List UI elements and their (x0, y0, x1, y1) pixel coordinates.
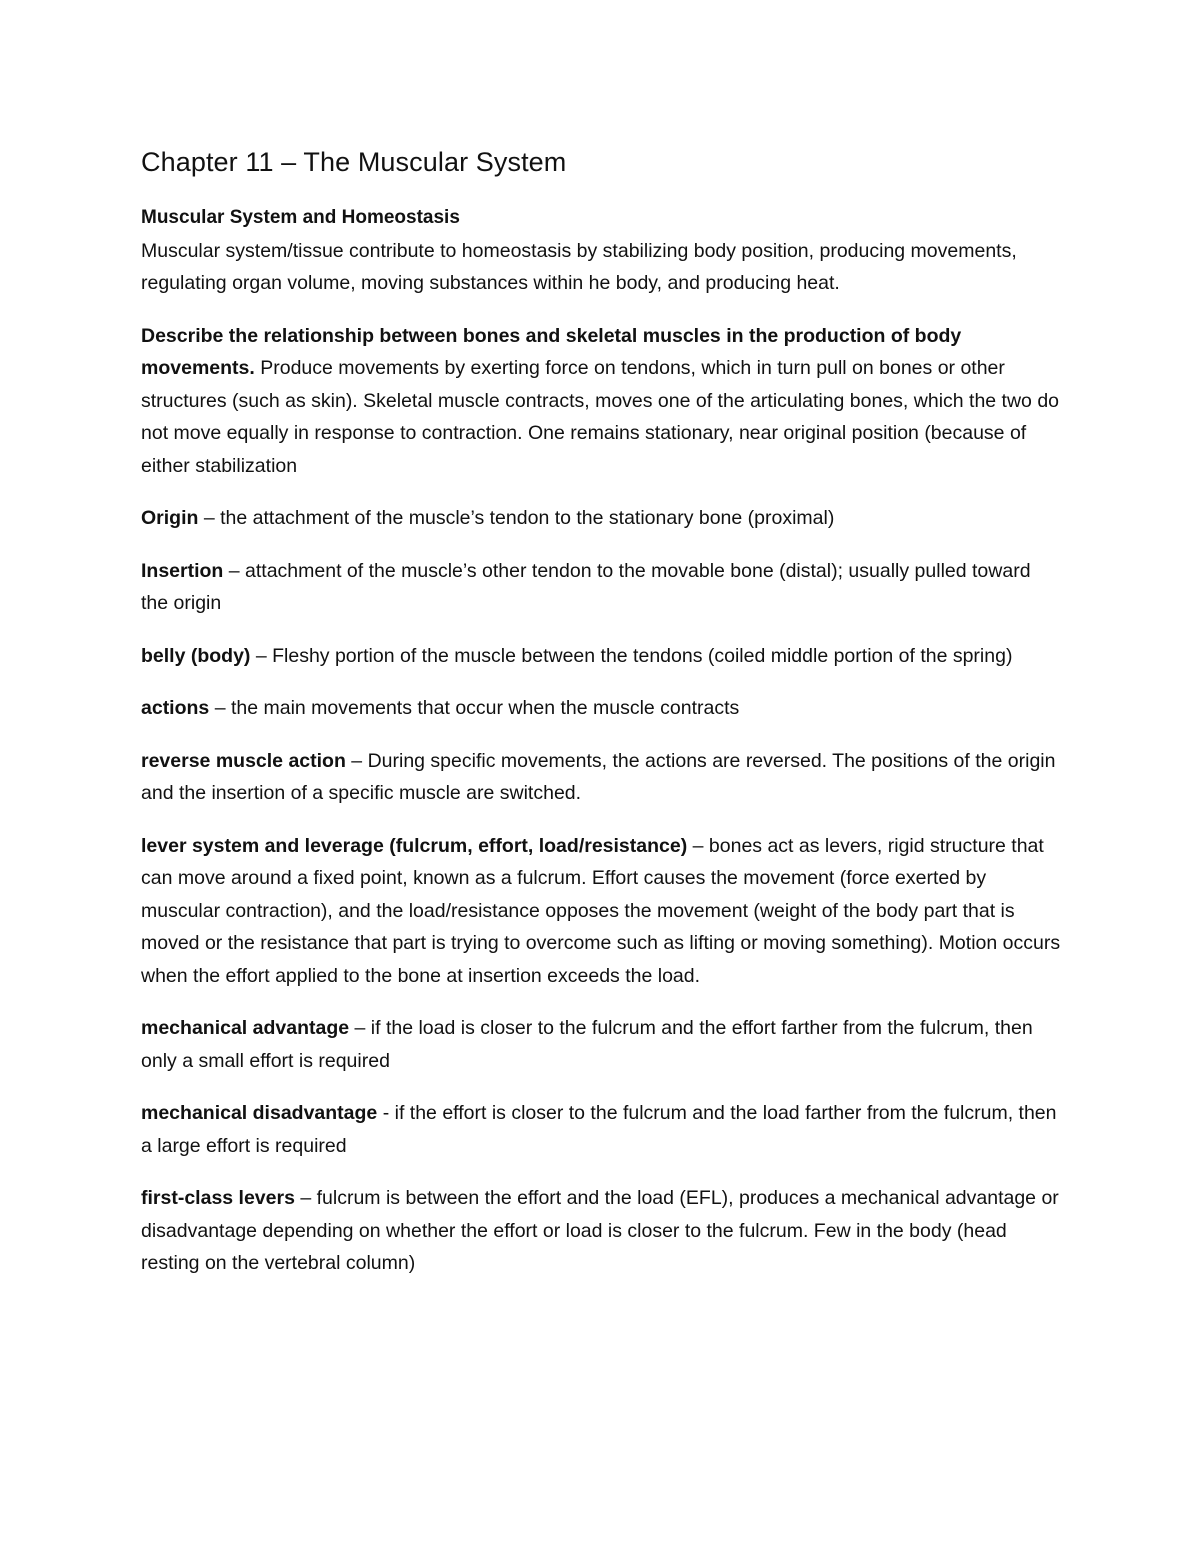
definition-text: Produce movements by exerting force on tendons, which in turn pull on bones or other structures (such as skin). Skeletal muscle contracts, moves one of the articulating bones, which the two do not move equally in response to contraction. One remains stationary, near original position (because of either stabilization (141, 357, 1060, 477)
definition-term: Origin (141, 507, 199, 529)
definition-text: Fleshy portion of the muscle between the tendons (coiled middle portion of the spring) (272, 644, 1013, 667)
definition-separator: – (345, 749, 368, 772)
definition-term: lever system and leverage (fulcrum, effort, load/resistance) (141, 834, 688, 857)
section-heading: Muscular System and Homeostasis (141, 207, 460, 228)
definition-entry (141, 692, 1061, 725)
definition-entry (141, 1182, 1061, 1280)
definition-term: first-class levers (141, 1187, 295, 1209)
definition-separator: – (223, 559, 246, 582)
definition-separator: – (294, 1187, 317, 1209)
section-body: Muscular system/tissue contribute to homeostasis by stabilizing body position, producing movements, regulating organ volume, moving substances within he body, and producing heat. (141, 239, 1017, 294)
definition-text: if the effort is closer to the fulcrum and the load farther from the fulcrum, then a large effort is required (141, 1102, 1057, 1157)
definition-entry (141, 1012, 1061, 1077)
definition-term: belly (body) (141, 644, 251, 667)
definition-entry (141, 502, 1061, 535)
definition-term: mechanical disadvantage (141, 1102, 378, 1124)
definition-separator: – (687, 834, 709, 857)
definition-text: if the load is closer to the fulcrum and the effort farther from the fulcrum, then only a small effort is required (141, 1017, 1033, 1072)
definition-text: attachment of the muscle’s other tendon to the movable bone (distal); usually pulled toward the origin (141, 559, 1031, 614)
definition-list (141, 320, 1061, 1280)
document-page (141, 142, 1061, 1300)
definition-entry (141, 1097, 1061, 1162)
definition-text: bones act as levers, rigid structure that can move around a fixed point, known as a fulcrum. Effort causes the movement (force exerted by muscular contraction), and the load/resistance opposes the movement (weight of the body part that is moved or the resistance that part is trying to overcome such as lifting or moving something). Motion occurs when the effort applied to the bone at insertion exceeds the load. (141, 834, 1061, 987)
definition-text: fulcrum is between the effort and the load (EFL), produces a mechanical advantage or disadvantage depending on whether the effort or load is closer to the fulcrum. Few in the body (head resting on the vertebral column) (141, 1187, 1059, 1274)
definition-term: Insertion (141, 559, 224, 582)
definition-term: actions (141, 697, 210, 719)
definition-separator: – (209, 697, 231, 719)
definition-text: the attachment of the muscle’s tendon to the stationary bone (proximal) (220, 507, 835, 529)
definition-entry (141, 320, 1061, 483)
definition-text: the main movements that occur when the muscle contracts (230, 697, 740, 719)
definition-text: During specific movements, the actions are reversed. The positions of the origin and the insertion of a specific muscle are switched. (141, 749, 1056, 804)
definition-entry (141, 745, 1061, 810)
definition-separator: – (198, 507, 221, 529)
definition-separator: – (250, 644, 273, 667)
definition-term: reverse muscle action (141, 749, 346, 772)
definition-entry (141, 640, 1061, 673)
definition-term: Describe the relationship between bones and skeletal muscles in the production of body movements. (141, 324, 962, 379)
definition-entry (141, 830, 1061, 993)
definition-entry (141, 555, 1061, 620)
page-title: Chapter 11 – The Muscular System (141, 147, 567, 177)
definition-separator: - (377, 1102, 395, 1124)
section-homeostasis (141, 202, 1061, 300)
definition-term: mechanical advantage (141, 1017, 350, 1039)
definition-separator: – (349, 1017, 371, 1039)
